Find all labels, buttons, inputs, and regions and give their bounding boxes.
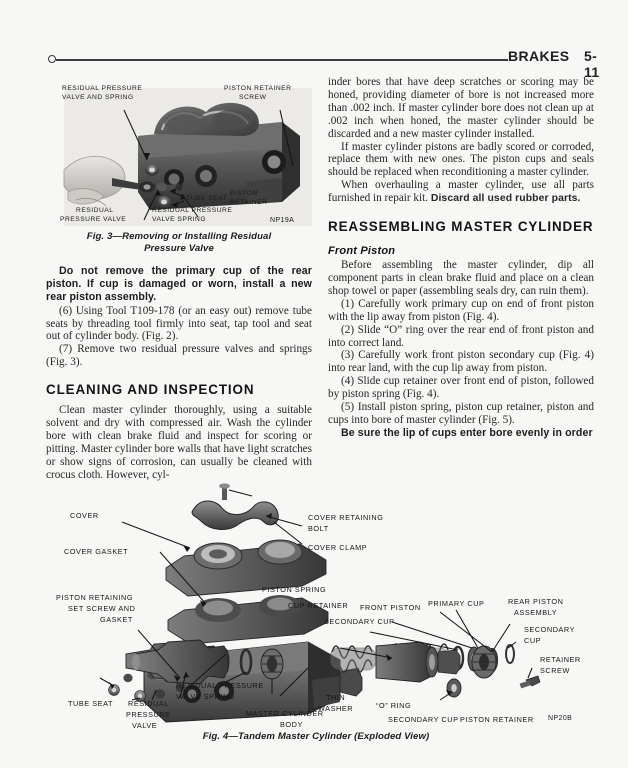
right-column bbox=[328, 76, 594, 440]
right-step-4: (4) Slide cup retainer over front end of piston, followed by piston spring (Fig. 4). bbox=[328, 375, 594, 401]
fig3-callout-piston-retainer-line2: RETAINER bbox=[230, 199, 268, 206]
left-cleaning-paragraph: Clean master cylinder thoroughly, using a suitable solvent and dry with compressed air. Wash the cylinder bore with clean brake fluid and inspect for scoring or pitting. Master cylinder bore walls that have light scratches or show signs of corrosion, can usually be cleaned with crocus cloth. However, cyl- bbox=[46, 404, 312, 481]
fig4-callout-residual-pressure-valve-spring-line2: VALVE SPRING bbox=[176, 692, 236, 701]
fig3-callout-residual-pressure-valve-spring-line1: RESIDUAL PRESSURE bbox=[152, 207, 233, 214]
fig3-callout-piston-retainer-screw-line2: SCREW bbox=[239, 94, 267, 101]
fig4-callout-cover-retaining-bolt-line2: BOLT bbox=[308, 524, 329, 533]
right-bold-closing: Be sure the lip of cups enter bore evenly in order bbox=[341, 426, 593, 439]
fig4-callout-residual-pressure-valve-line3: VALVE bbox=[132, 721, 158, 730]
fig4-callout-primary-cup: PRIMARY CUP bbox=[428, 599, 485, 608]
left-bold-note: Do not remove the primary cup of the rear piston. If cup is damaged or worn, install a new rear piston assembly. bbox=[46, 265, 312, 304]
right-paragraph-pistons: If master cylinder pistons are badly scored or corroded, replace them with new ones. The piston cups and seals should be replaced when reconditioning a master cylinder. bbox=[328, 140, 594, 179]
figure-3-caption bbox=[46, 231, 312, 254]
part-secondary-cup-lower bbox=[261, 649, 283, 679]
subheading-front-piston: Front Piston bbox=[328, 245, 396, 258]
fig3-code: NP19A bbox=[270, 217, 295, 224]
fig4-callout-tube-seat: TUBE SEAT bbox=[68, 699, 113, 708]
fig3-callout-residual-pressure-valve-and-spring-line2: VALVE AND SPRING bbox=[62, 94, 134, 101]
figure-3-caption-line1: Fig. 3—Removing or Installing Residual bbox=[86, 231, 272, 242]
heading-cleaning-and-inspection: CLEANING AND INSPECTION bbox=[46, 382, 255, 398]
fig4-callout-cup-retainer: CUP RETAINER bbox=[288, 601, 349, 610]
part-cover-retaining-bolt bbox=[219, 483, 230, 500]
figure-3-caption-line2: Pressure Valve bbox=[144, 242, 214, 254]
left-step-7: (7) Remove two residual pressure valves and springs (Fig. 3). bbox=[46, 343, 312, 369]
header-page-number: 5-11 bbox=[584, 48, 600, 80]
fig3-callout-residual-pressure-valve-spring-line2: VALVE SPRING bbox=[152, 216, 207, 223]
fig3-callout-residual-pressure-valve-line1: RESIDUAL bbox=[76, 207, 114, 214]
fig4-callout-master-cylinder-body-line1: MASTER CYLINDER bbox=[246, 709, 324, 718]
fig4-callout-piston-spring: PISTON SPRING bbox=[262, 585, 327, 594]
fig4-callout-secondary-cup-upper: SECONDARY CUP bbox=[324, 617, 395, 626]
fig3-callout-piston-retainer-screw-line1: PISTON RETAINER bbox=[224, 85, 292, 92]
heading-reassembling-master-cylinder: REASSEMBLING MASTER CYLINDER bbox=[328, 219, 594, 235]
part-thin-washer bbox=[506, 645, 514, 663]
fig4-callout-thin-washer-line1: THIN bbox=[326, 693, 346, 702]
fig4-callout-secondary-cup-lower: SECONDARY CUP bbox=[388, 715, 459, 724]
fig4-callout-secondary-cup-right-line1: SECONDARY bbox=[524, 625, 576, 634]
fig4-callout-rear-piston-assembly-line1: REAR PISTON bbox=[508, 597, 564, 606]
fig3-callout-residual-pressure-valve-line2: PRESSURE VALVE bbox=[60, 216, 127, 223]
fig4-callout-retainer-screw-line1: RETAINER bbox=[540, 655, 581, 664]
figure-4-exploded-view bbox=[40, 482, 592, 730]
fig4-callout-secondary-cup-right-line2: CUP bbox=[524, 636, 542, 645]
right-step-1: (1) Carefully work primary cup on end of front piston with the lip away from piston (Fig. 4). bbox=[328, 297, 594, 323]
part-retainer-screw bbox=[520, 676, 540, 688]
fig4-callout-piston-retaining-line2: SET SCREW AND bbox=[68, 604, 136, 613]
running-head bbox=[38, 48, 600, 80]
fig4-callout-piston-retaining-line1: PISTON RETAINING bbox=[56, 593, 134, 602]
fig4-callout-residual-pressure-valve-spring-line1: RESIDUAL PRESSURE bbox=[176, 681, 264, 690]
fig4-callout-retainer-screw-line2: SCREW bbox=[540, 666, 570, 675]
fig4-callout-piston-retaining-line3: GASKET bbox=[100, 615, 133, 624]
fig4-callout-cover-retaining-bolt-line1: COVER RETAINING bbox=[308, 513, 384, 522]
right-step-5: (5) Install piston spring, piston cup retainer, piston and cups into bore of master cylinder (Fig. 5). bbox=[328, 401, 594, 426]
right-paragraph-overhaul bbox=[328, 179, 594, 206]
fig3-callout-piston-retainer-line1: PISTON bbox=[230, 190, 258, 197]
part-cover-clamp bbox=[192, 501, 278, 529]
header-section-title: BRAKES bbox=[508, 48, 570, 64]
fig4-callout-residual-pressure-valve-line1: RESIDUAL bbox=[128, 699, 169, 708]
figure-3-photo bbox=[46, 74, 312, 226]
fig4-callout-piston-retainer: PISTON RETAINER bbox=[460, 715, 534, 724]
fig4-code: NP20B bbox=[548, 715, 573, 722]
fig4-callout-thin-washer-line2: WASHER bbox=[318, 704, 354, 713]
fig4-callout-cover-clamp: COVER CLAMP bbox=[308, 543, 368, 552]
left-step-6: (6) Using Tool T109-178 (or an easy out) remove tube seats by threading tool firmly into seat, tap tool and seat out of cylinder body. (Fig. 2). bbox=[46, 304, 312, 343]
fig4-callout-residual-pressure-valve-line2: PRESSURE bbox=[126, 710, 171, 719]
right-step-2: (2) Slide “O” ring over the rear end of front piston and into correct land. bbox=[328, 323, 594, 349]
fig4-callout-cover-gasket: COVER GASKET bbox=[64, 547, 129, 556]
right-paragraph-continued: inder bores that have deep scratches or scoring may be honed, providing diameter of bore is not increased more than .002 inch. If master cylinder bore does not clean up at .002 inch when honed, the master cylinder should be discarded and a new master cylinder installed. bbox=[328, 76, 594, 140]
figure-4-caption-text: Fig. 4—Tandem Master Cylinder (Exploded View) bbox=[202, 731, 430, 742]
header-rule bbox=[56, 59, 508, 61]
fig3-callout-tube-seat: TUBE SEAT bbox=[186, 195, 228, 202]
fig4-callout-front-piston: FRONT PISTON bbox=[360, 603, 421, 612]
right-paragraph-overhaul-emphasis: Discard all used rubber parts. bbox=[430, 193, 581, 205]
left-column bbox=[46, 265, 312, 482]
fig3-callout-residual-pressure-valve-and-spring-line1: RESIDUAL PRESSURE bbox=[62, 85, 143, 92]
header-bullet-icon bbox=[48, 55, 56, 63]
fig4-callout-o-ring: “O” RING bbox=[376, 701, 412, 710]
figure-4-caption bbox=[40, 731, 592, 743]
right-paragraph-before-assembling: Before assembling the master cylinder, dip all component parts in clean brake fluid and place on a clean shop towel or paper (assembling seals dry, can ruin them). bbox=[328, 259, 594, 297]
right-step-3: (3) Carefully work front piston secondary cup (Fig. 4) into rear land, with the cup lip away from piston. bbox=[328, 349, 594, 375]
right-paragraph-overhaul-text: When overhauling a master cylinder, use all parts furnished in repair kit. bbox=[328, 179, 594, 205]
fig4-callout-master-cylinder-body-line2: BODY bbox=[280, 720, 303, 729]
fig4-callout-rear-piston-assembly-line2: ASSEMBLY bbox=[514, 608, 558, 617]
fig4-callout-cover: COVER bbox=[70, 511, 99, 520]
